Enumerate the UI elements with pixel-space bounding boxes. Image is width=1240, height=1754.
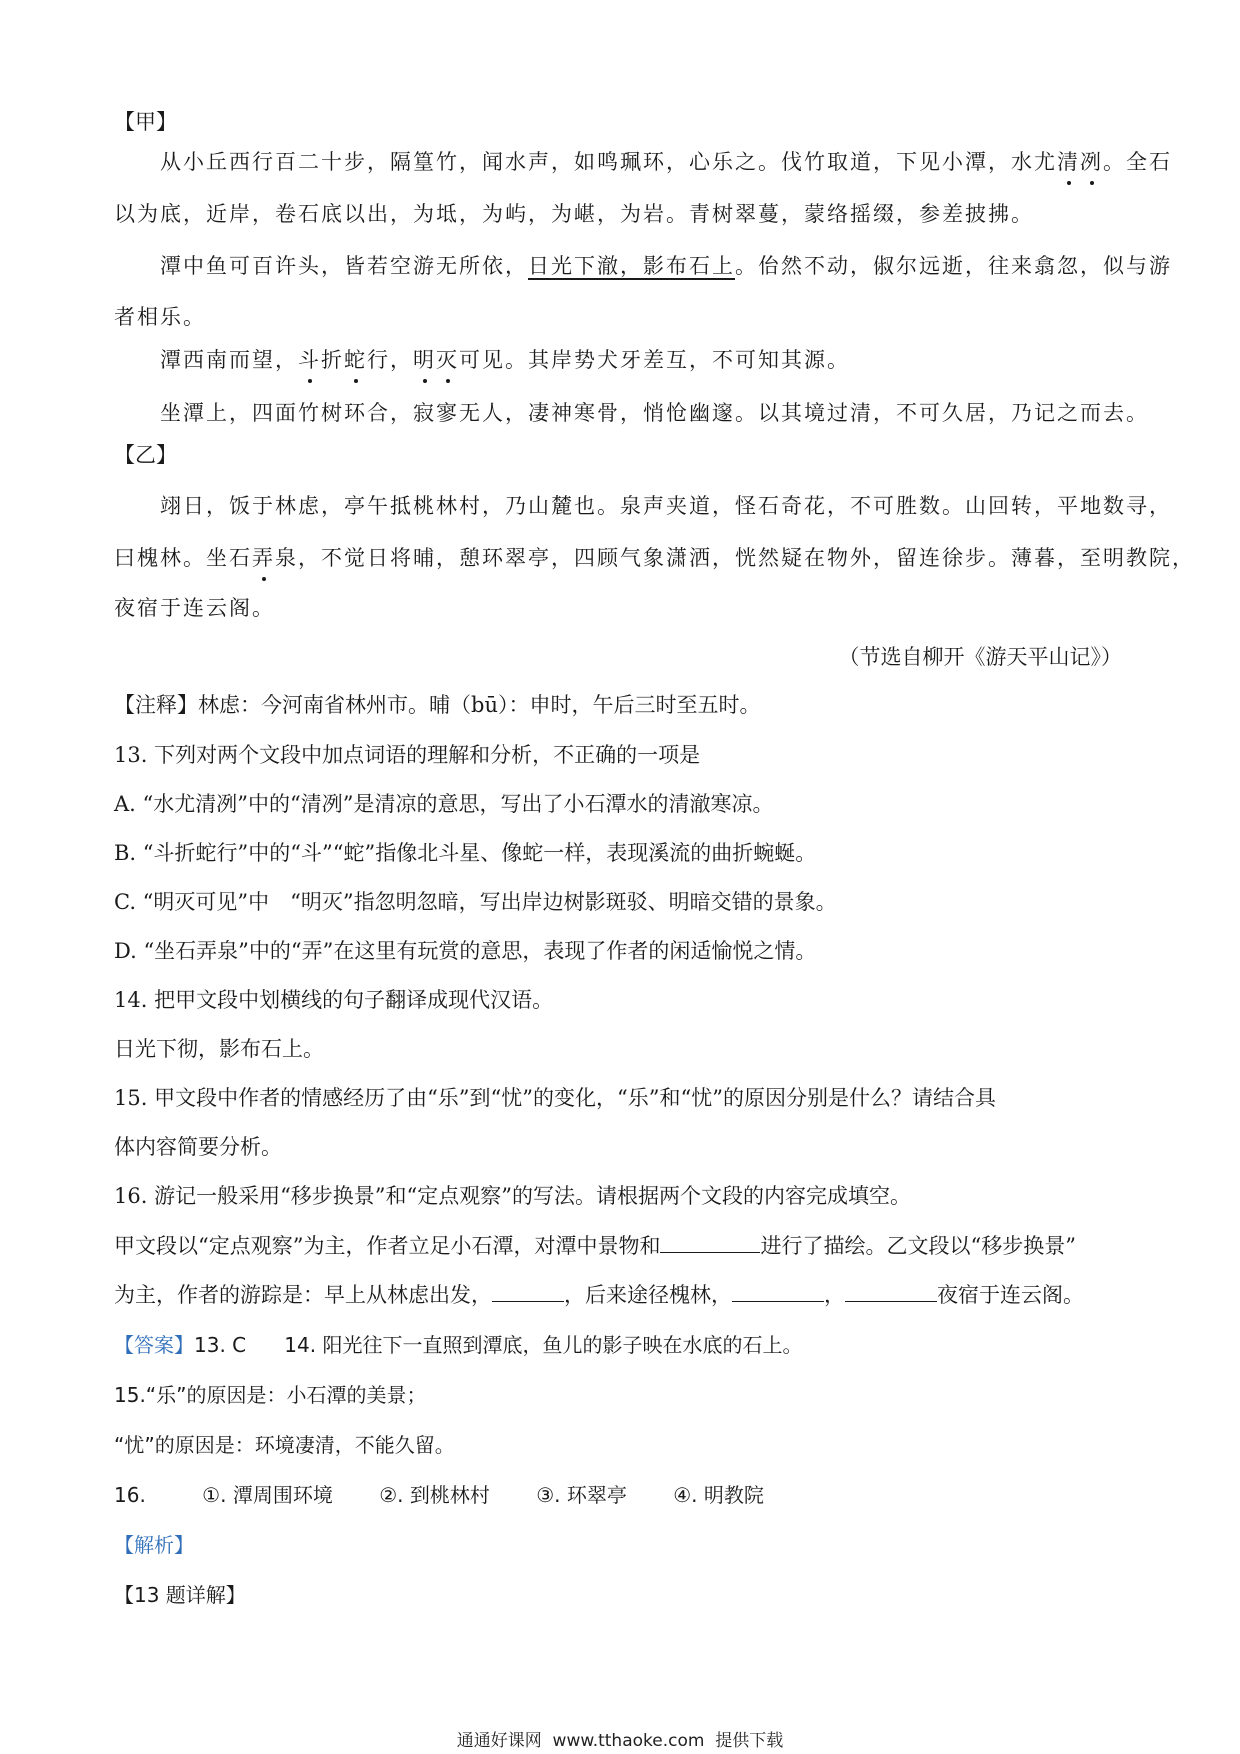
analysis-label: 【解析】 (114, 1533, 194, 1557)
emph-dot: 灭 (436, 345, 459, 375)
section-jia-heading: 【甲】 (114, 110, 177, 134)
jia-p3: 潭西南而望，斗折蛇行，明灭可见。其岸势犬牙差互，不可知其源。 (160, 345, 850, 375)
emph-dot: 清 (1057, 147, 1080, 177)
fill-blank[interactable] (492, 1279, 564, 1302)
underlined-sentence: 日光下澈，影布石上 (528, 254, 735, 278)
question-13-option-b: B. “斗折蛇行”中的“斗”“蛇”指像北斗星、像蛇一样，表现溪流的曲折蜿蜒。 (114, 841, 817, 865)
page-footer: 通通好课网 www.tthaoke.com 提供下载 (456, 1731, 784, 1751)
source-citation: （节选自柳开《游天平山记》） (838, 645, 1122, 669)
emph-dot: 斗 (298, 345, 321, 375)
question-15-line1: 15. 甲文段中作者的情感经历了由“乐”到“忧”的变化，“乐”和“忧”的原因分别是什么？请结合具 (114, 1086, 996, 1110)
footer-link[interactable]: www.tthaoke.com (552, 1731, 705, 1751)
answer-16-item: ③. 环翠亭 (536, 1483, 627, 1507)
emph-dot: 弄 (252, 543, 275, 573)
emph-dot: 冽 (1080, 147, 1103, 177)
question-14-stem: 14. 把甲文段中划横线的句子翻译成现代汉语。 (114, 988, 554, 1012)
jia-p1-line2: 以为底，近岸，卷石底以出，为坻，为屿，为嵁，为岩。青树翠蔓，蒙络摇缀，参差披拂。 (114, 202, 1034, 226)
jia-p2-line1: 潭中鱼可百许头，皆若空游无所依，日光下澈，影布石上。佁然不动，俶尔远逝，往来翕忽，似与游 (160, 254, 1172, 278)
question-16-stem: 16. 游记一般采用“移步换景”和“定点观察”的写法。请根据两个文段的内容完成填空。 (114, 1184, 912, 1208)
answer-16-item: ②. 到桃林村 (379, 1483, 490, 1507)
fill-blank[interactable] (660, 1230, 760, 1253)
answer-line1: 【答案】13. C 14. 阳光往下一直照到潭底，鱼儿的影子映在水底的石上。 (114, 1333, 803, 1357)
question-13-option-c: C. “明灭可见”中 “明灭”指忽明忽暗，写出岸边树影斑驳、明暗交错的景象。 (114, 890, 837, 914)
yi-p1-line2: 曰槐林。坐石弄泉，不觉日将晡，憩环翠亭，四顾气象潇洒，恍然疑在物外，留连徐步。薄暮，至明教院， (114, 543, 1195, 573)
question-13-option-d: D. “坐石弄泉”中的“弄”在这里有玩赏的意思，表现了作者的闲适愉悦之情。 (114, 939, 817, 963)
question-16-fill-line2: 为主，作者的游踪是：早上从林虑出发， ，后来途径槐林， ， 夜宿于连云阁。 (114, 1279, 1084, 1310)
question-14-sentence: 日光下彻，影布石上。 (114, 1037, 324, 1061)
analysis-q13-heading: 【13 题详解】 (114, 1583, 246, 1607)
answer-15-line2: “忧”的原因是：环境凄清，不能久留。 (114, 1433, 455, 1457)
fill-blank[interactable] (845, 1279, 937, 1302)
answer-16: 16. ①. 潭周围环境 ②. 到桃林村 ③. 环翠亭 ④. 明教院 (114, 1480, 764, 1510)
annotation: 【注释】林虑：今河南省林州市。晡（bū）：申时，午后三时至五时。 (114, 693, 761, 717)
answer-15-line1: 15.“乐”的原因是：小石潭的美景； (114, 1383, 427, 1407)
question-15-line2: 体内容简要分析。 (114, 1135, 282, 1159)
jia-p1-line1: 从小丘西行百二十步，隔篁竹，闻水声，如鸣珮环，心乐之。伐竹取道，下见小潭，水尤清冽。全石 (160, 147, 1172, 177)
question-16-fill-line1: 甲文段以“定点观察”为主，作者立足小石潭，对潭中景物和 进行了描绘。乙文段以“移步换景” (114, 1230, 1076, 1261)
emph-dot: 明 (413, 345, 436, 375)
yi-p1-line1: 翊日，饭于林虑，亭午抵桃林村，乃山麓也。泉声夹道，怪石奇花，不可胜数。山回转，平地数寻， (160, 494, 1172, 518)
question-13-stem: 13. 下列对两个文段中加点词语的理解和分析，不正确的一项是 (114, 743, 701, 767)
emph-dot: 蛇 (344, 345, 367, 375)
yi-p1-line3: 夜宿于连云阁。 (114, 596, 275, 620)
section-yi-heading: 【乙】 (114, 443, 177, 467)
jia-p2-line2: 者相乐。 (114, 305, 206, 329)
answer-16-item: ①. 潭周围环境 (202, 1483, 333, 1507)
jia-p4: 坐潭上，四面竹树环合，寂寥无人，凄神寒骨，悄怆幽邃。以其境过清，不可久居，乃记之而去。 (160, 401, 1149, 425)
answer-label: 【答案】 (114, 1333, 194, 1357)
answer-16-item: ④. 明教院 (673, 1483, 764, 1507)
question-13-option-a: A. “水尤清冽”中的“清冽”是清凉的意思，写出了小石潭水的清澈寒凉。 (114, 792, 774, 816)
fill-blank[interactable] (732, 1279, 824, 1302)
